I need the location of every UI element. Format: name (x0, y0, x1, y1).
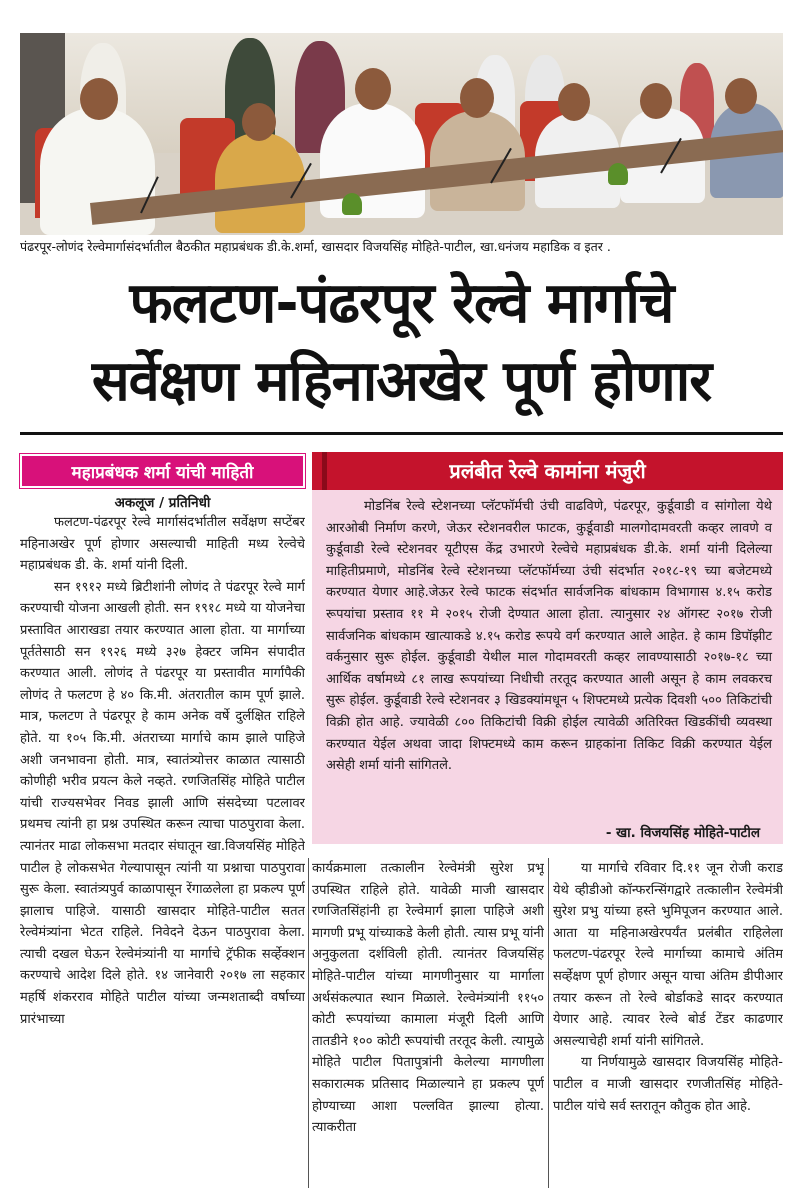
photo-head (80, 78, 118, 120)
column-divider (308, 858, 309, 1188)
right-column-paragraph: या निर्णयामुळे खासदार विजयसिंह मोहिते-पाटील व माजी खासदार रणजीतसिंह मोहिते-पाटील यांचे सर्व स्तरातून कौतुक होत आहे. (553, 1055, 783, 1114)
highlight-box-body (326, 496, 772, 777)
highlight-box-heading-accent (322, 452, 327, 490)
highlight-box-paragraph: मोडनिंब रेल्वे स्टेशनच्या प्लॅटफॉर्मची उंची वाढविणे, पंढरपूर, कुर्डूवाडी व सांगोला येथे आरओबी निर्माण करणे, जेऊर स्टेशनवरील फाटक, कुर्डूवाडी मालगोदामवरती कव्हर लावणे व कुर्डूवाडी रेल्वे स्टेशनवर यूटीएस केंद्र उभारणे रेल्वेचे महाप्रबंधक डी.के. शर्मा यांनी दिलेल्या माहितीप्रमाणे, मोडनिंब रेल्वे स्टेशनच्या प्लॅटफॉर्मच्या उंची संदर्भात २०१८-१९ च्या बजेटमध्ये करण्यात येणार आहे.जेऊर रेल्वे फाटक संदर्भात सार्वजनिक बांधकाम विभागास ४.१५ करोड रूपयांचा प्रस्ताव ११ मे २०१५ रोजी देण्यात आला होता. त्यानुसार २४ ऑगस्ट २०१७ रोजी सार्वजनिक बांधकाम खात्याकडे ४.१५ करोड रूपये वर्ग करण्यात आले आहेत. हे काम डिपॉझीट वर्कनुसार सुरू होईल. कुर्डूवाडी येथील माल गोदामवरती कव्हर लावण्यासाठी २०१७-१८ च्या आर्थिक वर्षामध्ये ८१ लाख रूपयांच्या निधीची तरतूद करण्यात आली असून हे काम लवकरच सुरू होईल. कुर्डूवाडी रेल्वे स्टेशनवर ३ खिडक्यांमधून ५ शिफ्टमध्ये प्रत्येक दिवशी ५०० तिकिटांची विक्री होत आहे. ज्यावेळी ८०० तिकिटांची विक्री होईल त्यावेळी अतिरिक्त खिडकींची व्यवस्था करण्यात येईल अथवा जादा शिफ्टमध्ये काम करून ग्राहकांना तिकिट विक्री करण्यात येईल असेही शर्मा यांनी सांगितले. (326, 499, 772, 774)
highlight-box-heading: प्रलंबीत रेल्वे कामांना मंजुरी (312, 452, 783, 490)
photo-head (558, 83, 590, 121)
middle-column-paragraph: कार्यक्रमाला तत्कालीन रेल्वेमंत्री सुरेश प्रभू उपस्थित राहिले होते. यावेळी माजी खासदार रणजितसिंहांनी हा रेल्वेमार्ग झाला पाहिजे अशी मागणी प्रभू यांच्याकडे केली होती. त्यास प्रभू यांनी अनुकुलता दर्शविली होती. त्यानंतर विजयसिंह मोहिते-पाटील यांच्या मागणीनुसार या मार्गाला अर्थसंकल्पात स्थान मिळाले. रेल्वेमंत्र्यांनी ११५० कोटी रूपयांच्या कामाला मंजूरी दिली आणि तातडीने १०० कोटी रूपयांची तरतूद केली. त्यामुळे मोहिते पाटील पितापुत्रांनी केलेल्या मागणीला सकारात्मक प्रतिसाद मिळाल्याने हा प्रकल्प पूर्ण होण्याच्या आशा पल्लवित झाल्या होत्या. त्याकरीता (312, 861, 544, 1136)
left-column-heading: महाप्रबंधक शर्मा यांची माहिती (20, 454, 305, 488)
column-divider (548, 858, 549, 1188)
photo-head (640, 83, 672, 119)
photo-plant (342, 193, 362, 215)
left-column-body (20, 512, 305, 1192)
left-column-paragraph: फलटण-पंढरपूर रेल्वे मार्गासंदर्भातील सर्वेक्षण सप्टेंबर महिनाअखेर पूर्ण होणार असल्याची माहिती मध्य रेल्वेचे महाप्रबंधक डी. के. शर्मा यांनी दिली. (20, 515, 305, 574)
news-photo (20, 33, 783, 235)
left-column-paragraph: सन १९१२ मध्ये ब्रिटीशांनी लोणंद ते पंढरपूर रेल्वे मार्ग करण्याची योजना आखली होती. सन १९१८ मध्ये या योजनेचा प्रस्तावित आराखडा तयार करण्यात आला होता. या मार्गाच्या पूर्ततेसाठी सन १९२६ मध्ये ३२७ हेक्टर जमिन संपादीत करण्यात आली. लोणंद ते पंढरपूर या प्रस्तावीत मार्गापैकी लोणंद ते फलटण हे ४० कि.मी. अंतरातील काम पूर्ण झाले. मात्र, फलटण ते पंढरपूर हे काम अनेक वर्षे दुर्लक्षित राहिले होते. या १०५ कि.मी. अंतराच्या मार्गाचे काम झाले पाहिजे अशी जनभावना होती. मात्र, स्वातंत्र्योत्तर काळात त्यासाठी कोणीही भरीव प्रयत्न केले नव्हते. रणजितसिंह मोहिते पाटील यांची राज्यसभेवर निवड झाली आणि संसदेच्या पटलावर प्रथमच त्यांनी हा प्रश्न उपस्थित करून त्याचा पाठपुरावा केला. त्यानंतर माढा लोकसभा मतदार संघातून खा.विजयसिंह मोहिते पाटील हे लोकसभेत गेल्यापासून त्यांनी या प्रश्नाचा पाठपुरावा सुरू केला. स्वातंत्र्यपुर्व काळापासून रेंगाळलेला हा प्रकल्प पूर्ण झालाच पाहिजे. यासाठी खासदार मोहिते-पाटील सतत रेल्वेमंत्र्यांना भेटत राहिले. निवेदने देऊन पाठपुरावा केला. त्याची दखल घेऊन रेल्वेमंत्र्यांनी या मार्गाचे ट्रॅफीक सर्व्हेक्शन करण्याचे आदेश दिले होते. १४ जानेवारी २०१७ ला सहकार महर्षि शंकरराव मोहिते पाटील यांच्या जन्मशताब्दी वर्षाच्या प्रारंभाच्या (20, 579, 305, 1027)
photo-person (320, 103, 425, 218)
headline-rule (20, 432, 783, 435)
photo-head (725, 78, 757, 114)
byline: अकलूज / प्रतिनिधी (114, 495, 211, 511)
photo-head (242, 103, 276, 141)
headline-line-1: फलटण-पंढरपूर रेल्वे मार्गाचे (129, 271, 674, 336)
headline-line-2: सर्वेक्षण महिनाअखेर पूर्ण होणार (91, 349, 712, 414)
photo-head (355, 68, 391, 110)
photo-head (460, 78, 494, 118)
highlight-box-signature: - खा. विजयसिंह मोहिते-पाटील (605, 825, 760, 841)
middle-column-body (312, 858, 544, 1188)
right-column-paragraph: या मार्गाचे रविवार दि.११ जून रोजी कराड येथे व्हीडीओ कॉन्फरन्सिंगद्वारे तत्कालीन रेल्वेमंत्री सुरेश प्रभु यांच्या हस्ते भुमिपूजन करण्यात आले. आता या महिनाअखेरपर्यंत प्रलंबीत राहिलेला फलटण-पंढरपूर रेल्वे मार्गाच्या कामाचे अंतिम सर्व्हेक्षण पूर्ण होणार असून याचा अंतिम डीपीआर तयार करून तो रेल्वे बोर्डाकडे सादर करण्यात येणार आहे. त्यावर रेल्वे बोर्ड टेंडर काढणार असल्याचेही शर्मा यांनी सांगितले. (553, 861, 783, 1049)
photo-plant (608, 163, 628, 185)
right-column-body (553, 858, 783, 1188)
photo-caption: पंढरपूर-लोणंद रेल्वेमार्गासंदर्भातील बैठकीत महाप्रबंधक डी.के.शर्मा, खासदार विजयसिंह मोहिते-पाटील, खा.धनंजय महाडिक व इतर . (20, 239, 611, 254)
